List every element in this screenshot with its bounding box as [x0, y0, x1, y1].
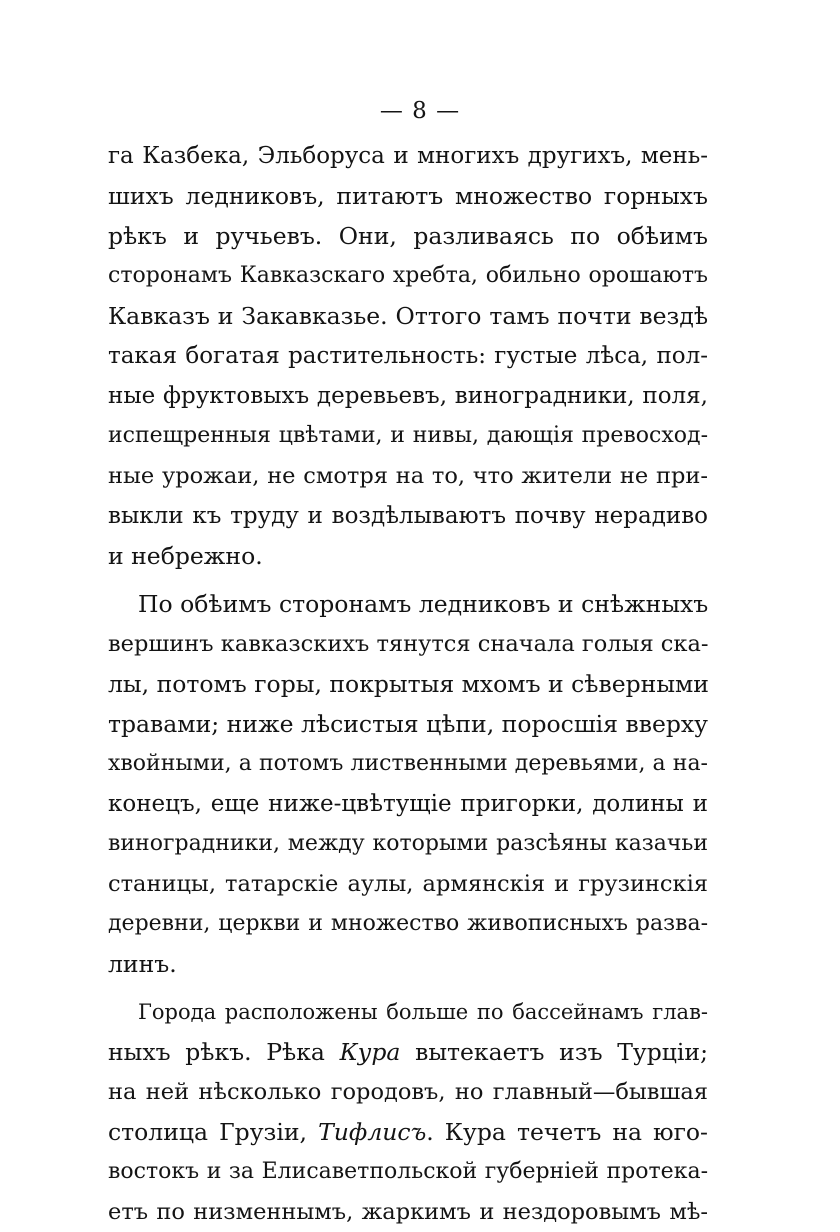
text-segment: . Кура течетъ на юго-: [426, 1118, 708, 1146]
text-line: ные фруктовыхъ деревьевъ, виноградники, поля,: [108, 383, 708, 409]
text-line: етъ по низменнымъ, жаркимъ и нездоровымъ мѣ-: [108, 1199, 708, 1225]
text-line: востокъ и за Елисаветпольской губерніей протека-: [108, 1159, 708, 1184]
text-line: и небрежно.: [108, 542, 263, 570]
text-line: травами; ниже лѣсистыя цѣпи, поросшія вверху: [108, 710, 708, 738]
text-segment: ныхъ рѣкъ. Рѣка: [108, 1038, 340, 1066]
paragraph: [108, 584, 708, 984]
text-line: рѣкъ и ручьевъ. Они, разливаясь по обѣимъ: [108, 222, 708, 250]
text-line: По обѣимъ сторонамъ ледниковъ и снѣжныхъ: [138, 590, 709, 618]
text-line: вершинъ кавказскихъ тянутся сначала голыя ска-: [108, 631, 709, 657]
text-line: га Казбека, Эльборуса и многихъ другихъ, мень-: [108, 143, 708, 169]
river-name: Кура: [339, 1038, 401, 1066]
paragraph: [108, 992, 708, 1232]
paragraph: [108, 136, 708, 576]
text-line: виноградники, между которыми разсѣяны казачьи: [108, 831, 708, 856]
text-line: [108, 1112, 708, 1152]
body-text: [108, 136, 708, 1232]
text-line: лы, потомъ горы, покрытыя мхомъ и сѣверными: [108, 670, 709, 698]
text-line: сторонамъ Кавказскаго хребта, обильно орошаютъ: [108, 263, 708, 288]
text-line: ные урожаи, не смотря на то, что жители не при-: [108, 463, 708, 489]
paragraph-gap: [108, 984, 708, 992]
text-line: хвойными, а потомъ лиственными деревьями, а на-: [108, 751, 708, 776]
page-number: — 8 —: [379, 98, 461, 124]
text-line: на ней нѣсколько городовъ, но главный—бывшая: [108, 1079, 708, 1105]
paragraph-gap: [108, 576, 708, 584]
text-line: линъ.: [108, 950, 177, 978]
text-line: деревни, церкви и множество живописныхъ разва-: [108, 911, 708, 936]
text-line: шихъ ледниковъ, питаютъ множество горныхъ: [108, 182, 708, 210]
text-line: станицы, татарскіе аулы, армянскія и грузинскія: [108, 871, 708, 897]
text-line: Города расположены больше по бассейнамъ глав-: [138, 1000, 708, 1024]
text-line: Кавказъ и Закавказье. Оттого тамъ почти вездѣ: [108, 302, 708, 330]
text-line: выкли къ труду и воздѣлываютъ почву нерадиво: [108, 503, 708, 529]
city-name: Тифлисъ: [318, 1118, 427, 1146]
text-line: испещренныя цвѣтами, и нивы, дающія превосход-: [108, 423, 708, 448]
text-line: такая богатая растительность: густые лѣса, пол-: [108, 343, 708, 369]
text-segment: вытекаетъ изъ Турціи;: [400, 1038, 708, 1066]
text-segment: столица Грузіи,: [108, 1118, 319, 1146]
text-line: конецъ, еще ниже-цвѣтущіе пригорки, долины и: [108, 791, 708, 817]
text-line: [108, 1032, 708, 1072]
